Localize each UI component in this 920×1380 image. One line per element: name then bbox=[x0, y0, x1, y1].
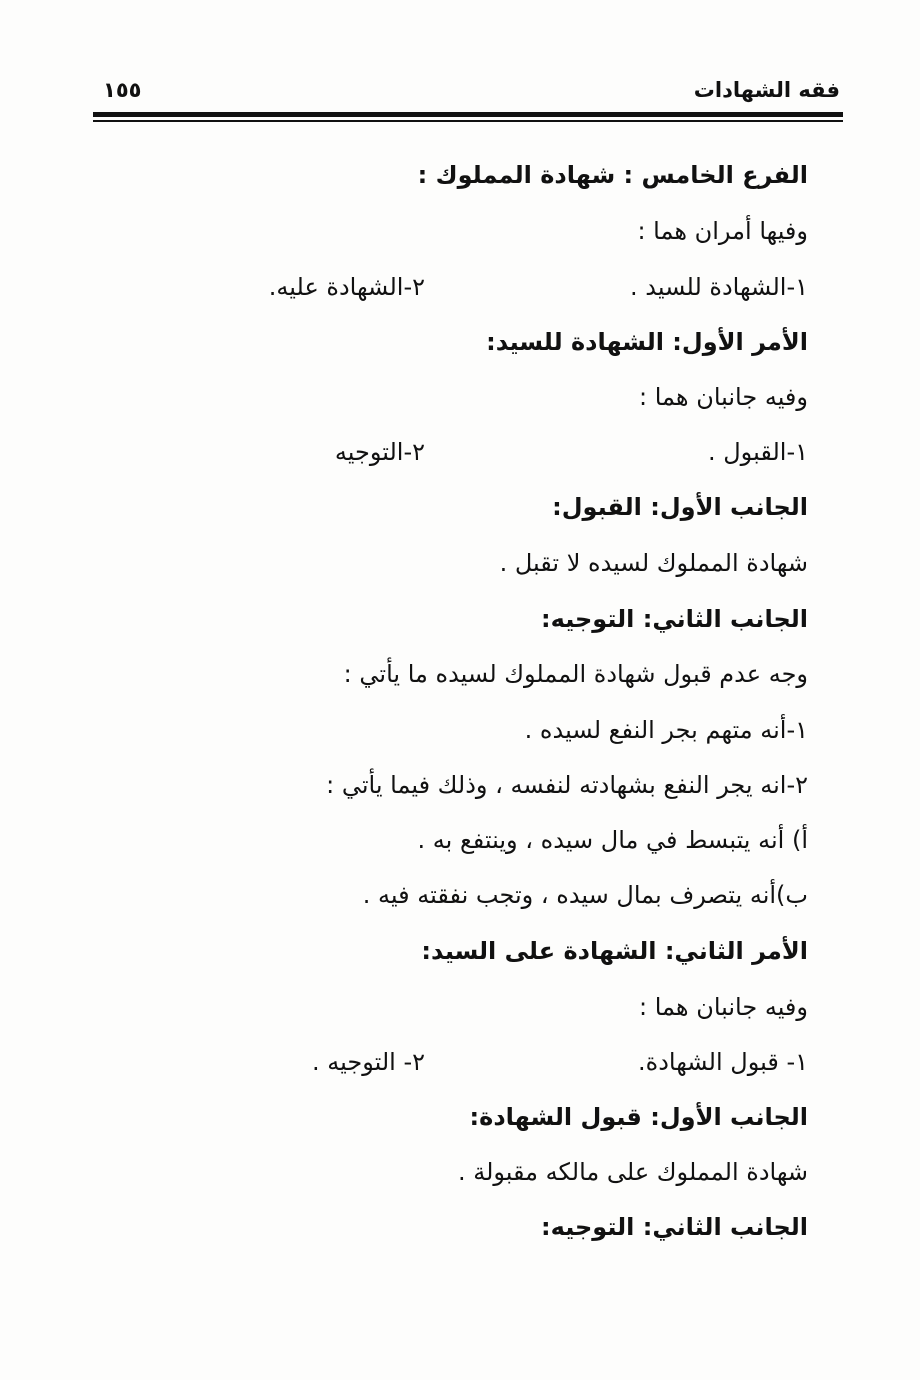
header-rule-thin bbox=[93, 120, 843, 122]
heading-aspect-1a: الجانب الأول: القبول: bbox=[552, 493, 808, 521]
list-3-item-2: ٢- التوجيه . bbox=[311, 1048, 425, 1076]
paragraph-2: وجه عدم قبول شهادة المملوك لسيده ما يأتي : bbox=[343, 660, 808, 688]
running-header-title: فقه الشهادات bbox=[693, 78, 840, 102]
list-2-item-2: ٢-التوجيه bbox=[334, 438, 425, 466]
heading-matter-1: الأمر الأول: الشهادة للسيد: bbox=[486, 328, 808, 356]
heading-matter-2: الأمر الثاني: الشهادة على السيد: bbox=[421, 937, 808, 965]
reason-2: ٢-انه يجر النفع بشهادته لنفسه ، وذلك فيما يأتي : bbox=[326, 771, 808, 799]
heading-aspect-2b: الجانب الثاني: التوجيه: bbox=[541, 1213, 808, 1241]
list-1-item-1: ١-الشهادة للسيد . bbox=[630, 273, 808, 301]
header-rule-thick bbox=[93, 112, 843, 117]
running-header bbox=[95, 78, 840, 112]
paragraph-1: شهادة المملوك لسيده لا تقبل . bbox=[499, 549, 808, 577]
intro-line-2: وفيه جانبان هما : bbox=[639, 383, 808, 411]
intro-line-1: وفيها أمران هما : bbox=[637, 217, 808, 245]
heading-aspect-1b: الجانب الأول: قبول الشهادة: bbox=[469, 1103, 808, 1131]
sub-item-b: ب)أنه يتصرف بمال سيده ، وتجب نفقته فيه . bbox=[362, 881, 808, 909]
list-1-item-2: ٢-الشهادة عليه. bbox=[268, 273, 425, 301]
sub-item-a: أ) أنه يتبسط في مال سيده ، وينتفع به . bbox=[417, 826, 808, 854]
list-3-item-1: ١- قبول الشهادة. bbox=[637, 1048, 808, 1076]
section-heading: الفرع الخامس : شهادة المملوك : bbox=[417, 161, 808, 189]
list-2-item-1: ١-القبول . bbox=[707, 438, 808, 466]
intro-line-3: وفيه جانبان هما : bbox=[639, 993, 808, 1021]
paragraph-3: شهادة المملوك على مالكه مقبولة . bbox=[457, 1158, 808, 1186]
heading-aspect-2a: الجانب الثاني: التوجيه: bbox=[541, 605, 808, 633]
page-number: ١٥٥ bbox=[103, 78, 142, 102]
reason-1: ١-أنه متهم بجر النفع لسيده . bbox=[524, 716, 808, 744]
